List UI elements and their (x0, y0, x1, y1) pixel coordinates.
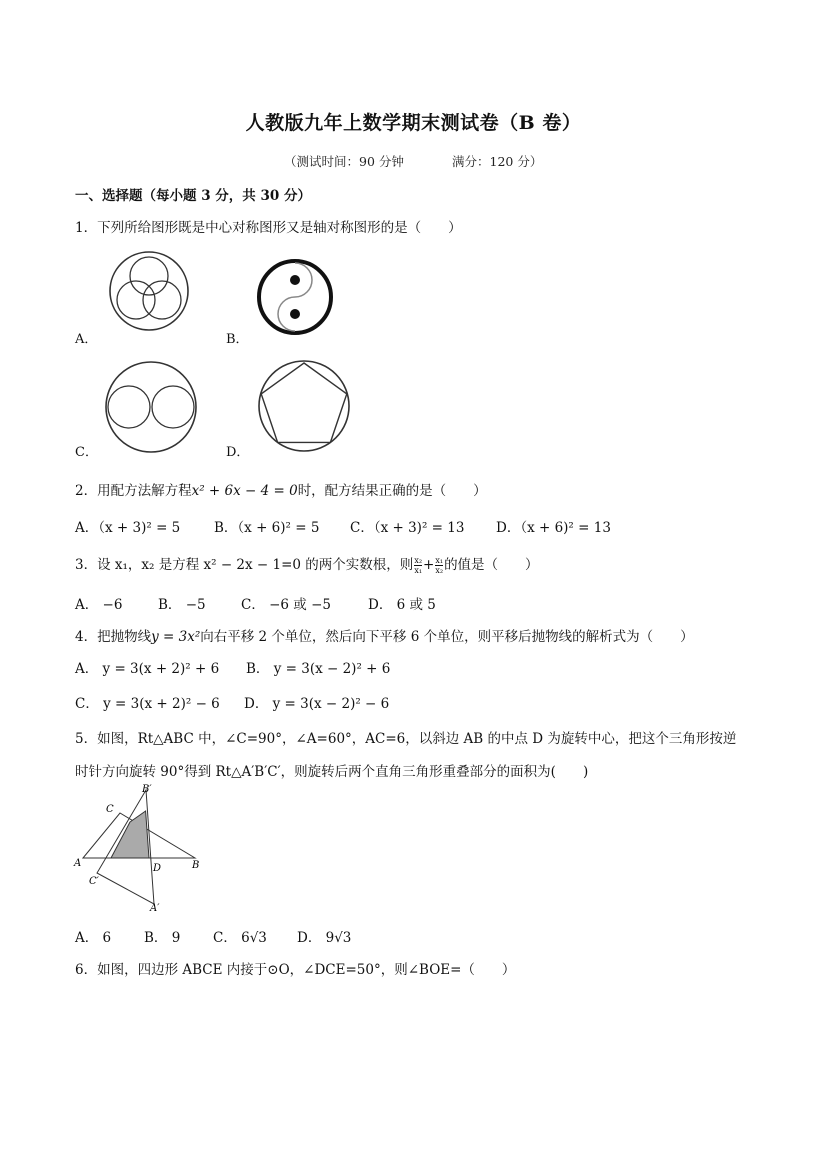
label-d: D (153, 863, 162, 874)
q3-option-b: B． −5 (158, 597, 206, 613)
q1-option-b: B． (226, 332, 249, 347)
label-b-prime: B′ (142, 784, 152, 795)
q2-option-d: D．（x + 6)² = 13 (496, 520, 611, 536)
q1-option-a: A． (75, 332, 98, 347)
q2-option-b: B．（x + 6)² = 5 (214, 520, 320, 536)
question-6: 6．如图，四边形 ABCE 内接于⊙O，∠DCE=50°，则∠BOE=（ ） (75, 962, 516, 978)
q1-option-c: C． (75, 445, 98, 460)
q3-plus: + (423, 557, 435, 573)
q1-option-d: D． (226, 445, 250, 460)
q5-option-d: D． 9√3 (297, 930, 352, 946)
q1-figure-c (104, 360, 198, 454)
q4-stem-start: 4．把抛物线 (75, 629, 152, 645)
q4-option-c: C． y = 3(x + 2)² − 6 (75, 696, 220, 712)
q1-figure-a (108, 250, 190, 332)
label-a-prime: A′ (150, 903, 160, 914)
q5-option-b: B． 9 (144, 930, 181, 946)
q4-option-a: A． y = 3(x + 2)² + 6 (75, 661, 220, 677)
q3-option-a: A． −6 (75, 597, 123, 613)
question-3 (75, 553, 539, 575)
label-c: C (106, 804, 114, 815)
exam-time: （测试时间：90 分钟 (284, 154, 404, 169)
q1-figure-d (256, 358, 352, 454)
q4-stem-end: 向右平移 2 个单位，然后向下平移 6 个单位，则平移后抛物线的解析式为（ ） (200, 629, 694, 645)
q5-option-a: A． 6 (75, 930, 112, 946)
q2-stem-start: 2．用配方法解方程 (75, 483, 192, 499)
question-5-line-1: 5．如图，Rt△ABC 中，∠C=90°，∠A=60°，AC=6，以斜边 AB 的中点 D 为旋转中心，把这个三角形按逆 (75, 731, 737, 747)
q3-option-c: C． −6 或 −5 (241, 597, 332, 613)
question-5-line-2: 时针方向旋转 90°得到 Rt△A′B′C′，则旋转后两个直角三角形重叠部分的面积为( ) (75, 764, 589, 780)
q3-fraction-1: $\frac{\text{x₂}}{\text{x₁}}$ (414, 556, 423, 575)
q4-option-b: B． y = 3(x − 2)² + 6 (246, 661, 391, 677)
page-title: 人教版九年上数学期末测试卷（B 卷） (245, 112, 582, 134)
q5-figure (70, 780, 210, 915)
question-2 (75, 479, 487, 499)
question-1: 1．下列所给图形既是中心对称图形又是轴对称图形的是（ ） (75, 220, 462, 236)
q5-option-c: C． 6√3 (213, 930, 267, 946)
label-b: B (192, 860, 200, 871)
q3-fraction-2: $\frac{\text{x₁}}{\text{x₂}}$ (435, 556, 444, 575)
q4-option-d: D． y = 3(x − 2)² − 6 (244, 696, 390, 712)
section-heading: 一、选择题（每小题 3 分，共 30 分） (75, 188, 311, 204)
question-4 (75, 625, 694, 645)
q4-equation: y = 3x² (151, 629, 201, 645)
label-c-prime: C′ (89, 876, 99, 887)
q2-option-c: C．（x + 3)² = 13 (350, 520, 465, 536)
label-a: A (74, 858, 82, 869)
q2-equation: x² + 6x − 4 = 0 (191, 483, 298, 499)
q3-stem-end: 的值是（ ） (444, 557, 539, 573)
q3-option-d: D． 6 或 5 (368, 597, 436, 613)
q1-figure-b (256, 258, 334, 336)
q3-stem-start: 3．设 x₁，x₂ 是方程 x² − 2x − 1=0 的两个实数根，则 (75, 557, 414, 573)
exam-score: 满分：120 分） (452, 154, 543, 169)
q2-option-a: A．（x + 3)² = 5 (75, 520, 181, 536)
q2-stem-end: 时，配方结果正确的是（ ） (297, 483, 487, 499)
